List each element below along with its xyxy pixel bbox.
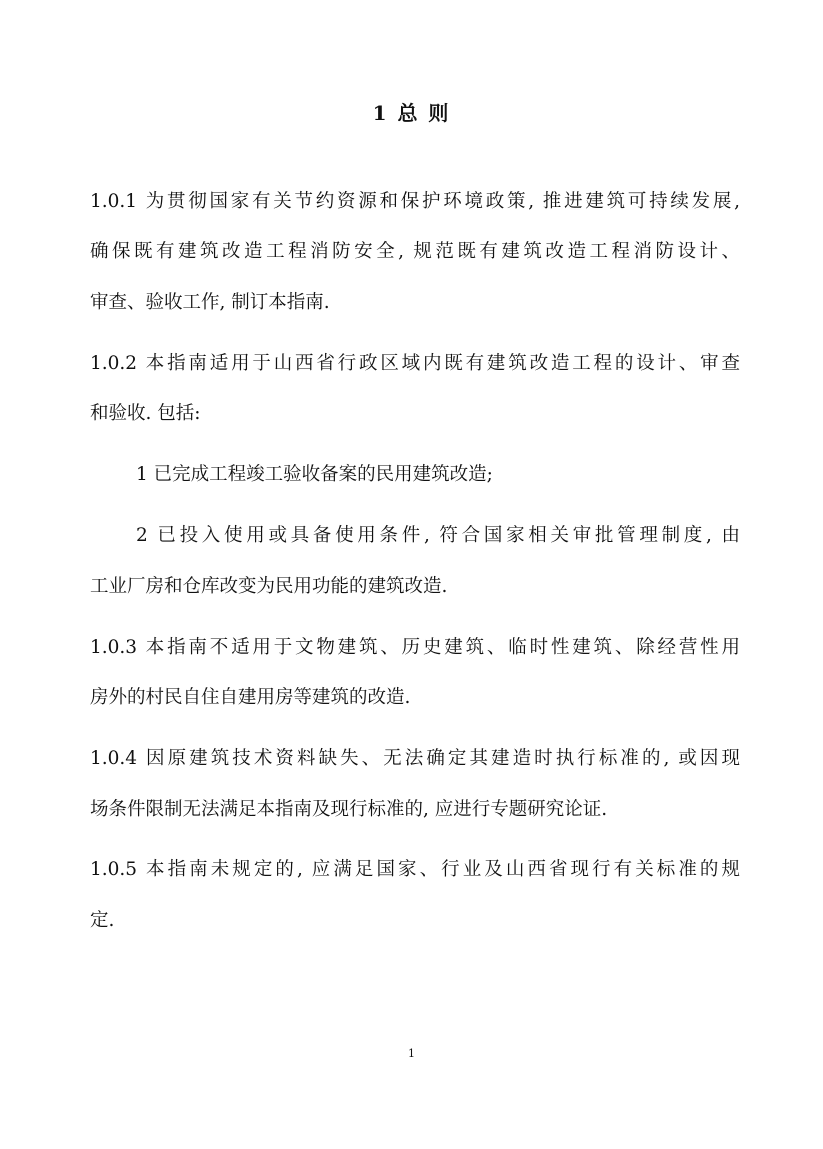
paragraph-1-0-2-line-2: 和验收. 包括: — [90, 403, 201, 424]
paragraph-1-0-4-line-1: 1.0.4 因原建筑技术资料缺失、无法确定其建造时执行标准的, 或因现 — [90, 748, 740, 769]
paragraph-1-0-5-line-2: 定. — [90, 910, 115, 931]
paragraph-1-0-1-line-1: 1.0.1 为贯彻国家有关节约资源和保护环境政策, 推进建筑可持续发展, — [90, 191, 740, 212]
paragraph-1-0-3-line-2: 房外的村民自住自建用房等建筑的改造. — [90, 687, 411, 708]
paragraph-1-0-4-line-2: 场条件限制无法满足本指南及现行标准的, 应进行专题研究论证. — [90, 799, 608, 820]
paragraph-1-0-3-line-1: 1.0.3 本指南不适用于文物建筑、历史建筑、临时性建筑、除经营性用 — [90, 637, 740, 658]
paragraph-1-0-1-line-3: 审查、验收工作, 制订本指南. — [90, 292, 330, 313]
section-title: 1 总 则 — [372, 101, 451, 125]
paragraph-1-0-2-line-1: 1.0.2 本指南适用于山西省行政区域内既有建筑改造工程的设计、审查 — [90, 353, 740, 374]
paragraph-1-0-1-line-2: 确保既有建筑改造工程消防安全, 规范既有建筑改造工程消防设计、 — [90, 241, 740, 262]
page-number: 1 — [408, 1047, 415, 1060]
list-item-1: 1 已完成工程竣工验收备案的民用建筑改造; — [136, 464, 493, 485]
paragraph-1-0-5-line-1: 1.0.5 本指南未规定的, 应满足国家、行业及山西省现行有关标准的规 — [90, 859, 740, 880]
list-item-2-line-1: 2 已投入使用或具备使用条件, 符合国家相关审批管理制度, 由 — [136, 525, 740, 546]
list-item-2-line-2: 工业厂房和仓库改变为民用功能的建筑改造. — [90, 576, 448, 597]
